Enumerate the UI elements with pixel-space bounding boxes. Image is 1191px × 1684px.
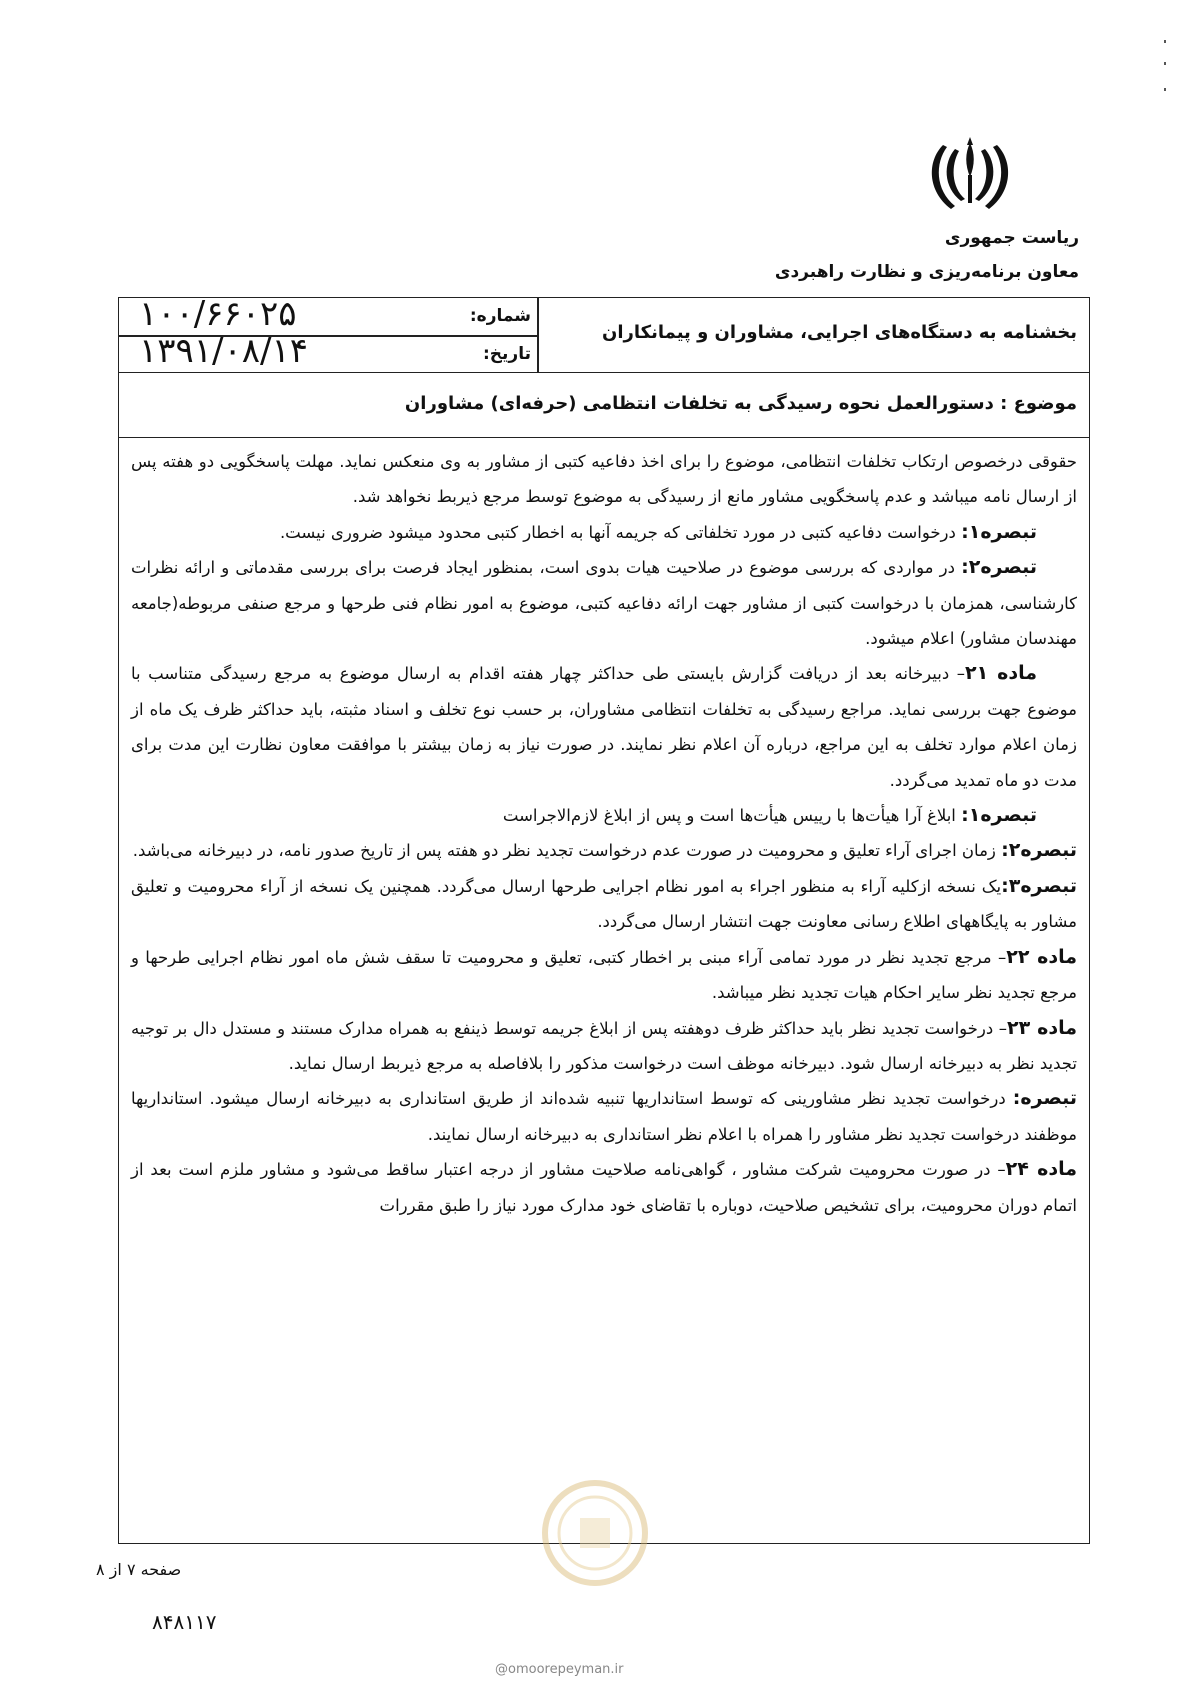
org-presidency: ریاست جمهوری <box>944 228 1079 248</box>
letter-date: ۱۳۹۱/۰۸/۱۴ <box>139 331 309 371</box>
article-24: ماده ۲۴– در صورت محرومیت شرکت مشاور ، گواهی‌نامه صلاحیت مشاور از درجه اعتبار ساقط می‌شود و مشاور ملزم است بعد از اتمام دوران محرومیت، برای تشخیص صلاحیت، دوباره با تقاضای خود مدارک مورد نیاز را طبق مقررات <box>131 1158 1077 1215</box>
article-21-note-2: تبصره۲: زمان اجرای آراء تعلیق و محرومیت در صورت عدم درخواست تجدید نظر دو هفته پس از تاریخ صدور نامه، در دبیرخانه می‌باشد. <box>132 839 1077 862</box>
subject-line: موضوع : دستورالعمل نحوه رسیدگی به تخلفات انتظامی (حرفه‌ای) مشاوران <box>404 393 1077 414</box>
letter-header-box <box>118 294 1090 373</box>
watermark-seal-icon <box>540 1478 650 1588</box>
article-21-note-1: تبصره۱: ابلاغ آرا هیأت‌ها با رییس هیأت‌ها است و پس از ابلاغ لازم‌الاجراست <box>502 804 1037 827</box>
scan-speck <box>1164 88 1166 91</box>
article-21-note-3: تبصره۳:یک نسخه ازکلیه آراء به منظور اجراء به امور نظام اجرایی طرحها ارسال می‌گردد. همچنین یک نسخه از آراء محرومیت و تعلیق مشاور به پایگاههای اطلاع رسانی معاونت جهت انتشار ارسال می‌گردد. <box>131 874 1077 932</box>
letter-number: ۱۰۰/۶۶۰۲۵ <box>139 294 297 334</box>
watermark-url: @omoorepeyman.ir <box>495 1662 624 1677</box>
scan-speck <box>1164 40 1166 43</box>
subject-box <box>118 373 1090 438</box>
scan-speck <box>1164 62 1166 65</box>
note-1: تبصره۱: درخواست دفاعیه کتبی در مورد تخلفاتی که جریمه آنها به اخطار کتبی محدود میشود ضروری نیست. <box>279 520 1037 543</box>
body-box <box>118 438 1090 1544</box>
article-23: ماده ۲۳– درخواست تجدید نظر باید حداکثر ظرف دوهفته پس از ابلاغ جریمه توسط ذینفع به همراه مدارک مستند و مستدل دال بر توجیه تجدید نظر به دبیرخانه ارسال شود. دبیرخانه موظف است درخواست مذکور را بلافاصله به مرجع ذیربط ارسال نماید. <box>131 1016 1077 1073</box>
circular-title: بخشنامه به دستگاه‌های اجرایی، مشاوران و پیمانکاران <box>602 322 1077 343</box>
letter-number-label: شماره: <box>469 306 531 326</box>
letter-date-label: تاریخ: <box>483 344 531 364</box>
article-21: ماده ۲۱– دبیرخانه بعد از دریافت گزارش بایستی طی حداکثر چهار هفته اقدام به ارسال موضوع به مرجع رسیدگی متناسب با موضوع جهت بررسی نماید. مراجع رسیدگی به تخلفات انتظامی مشاوران، بر حسب نوع تخلف و اسناد مثبته، باید حداکثر ظرف یک ماه از زمان اعلام موارد تخلف به این مراجع، درباره آن اعلام نظر نمایند. در صورت نیاز به زمان بیشتر با موافقت معاون نظارت این مدت برای مدت دو ماه تمدید می‌گردد. <box>131 662 1077 790</box>
document-code: ۸۴۸۱۱۷ <box>152 1610 217 1634</box>
note-2: تبصره۲: در مواردی که بررسی موضوع در صلاحیت هیات بدوی است، بمنظور ایجاد فرصت برای بررسی مقدماتی و ارائه نظرات کارشناسی، همزمان با درخواست کتبی از مشاور جهت ارائه دفاعیه کتبی، موضوع به امور نظام فنی طرحها و مرجع صنفی مربوطه(جامعه مهندسان مشاور) اعلام میشود. <box>131 556 1077 649</box>
article-23-note: تبصره: درخواست تجدید نظر مشاورینی که توسط استانداریها تنبیه شده‌اند از طریق استانداری به دبیرخانه ارسال میشود. استانداریها موظفند درخواست تجدید نظر مشاور را همراه با اعلام نظر استانداری به دبیرخانه ارسال نمایند. <box>131 1087 1077 1144</box>
paragraph: حقوقی درخصوص ارتکاب تخلفات انتظامی، موضوع را برای اخذ دفاعیه کتبی از مشاور به وی منعکس نماید. مهلت پاسخگویی دو هفته پس از ارسال نامه میباشد و عدم پاسخگویی مشاور مانع از رسیدگی به موضوع توسط مرجع ذیربط نخواهد شد. <box>131 452 1077 507</box>
page-number: صفحه ۷ از ۸ <box>96 1560 182 1579</box>
iran-emblem-icon <box>925 135 1015 215</box>
body-text <box>131 444 1077 1223</box>
article-22: ماده ۲۲– مرجع تجدید نظر در مورد تمامی آراء مبنی بر اخطار کتبی، تعلیق و محرومیت تا سقف شش ماه امور نظام اجرایی طرحها و مرجع تجدید نظر سایر احکام هیات تجدید نظر میباشد. <box>131 945 1077 1003</box>
org-deputy: معاون برنامه‌ریزی و نظارت راهبردی <box>774 262 1079 282</box>
